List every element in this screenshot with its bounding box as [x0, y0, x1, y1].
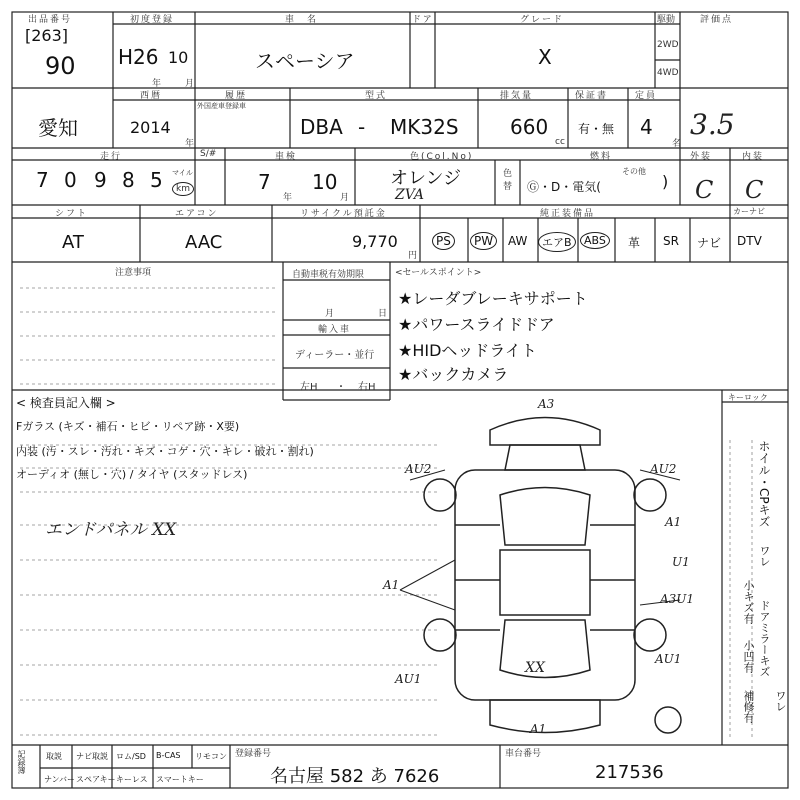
sales-points-label: <セールスポイント>: [395, 268, 482, 278]
damage-mark: AU1: [395, 672, 422, 686]
car-name-label: 車 名: [285, 15, 319, 25]
accessory: B-CAS: [156, 751, 181, 760]
damage-mark: A1: [530, 722, 547, 736]
grade: X: [538, 45, 552, 69]
damage-mark: U1: [672, 555, 690, 569]
inspector-line: 内装 (汚・スレ・汚れ・キズ・コゲ・穴・キレ・破れ・割れ): [16, 445, 314, 458]
handle-right: 右H: [358, 382, 376, 393]
equip-airbag: エアB: [538, 232, 576, 252]
chassis-label: 車台番号: [505, 749, 542, 759]
model-label: 型式: [365, 91, 388, 101]
capacity-unit: 名: [672, 139, 684, 149]
sales-point: ★レーダブレーキサポート: [398, 289, 588, 308]
car-diagram: [400, 418, 681, 734]
displacement-unit: cc: [555, 137, 565, 147]
mileage-digit: 5: [150, 168, 163, 192]
luxury-tax-label: 自動車税有効期限: [292, 270, 365, 280]
damage-mark: AU1: [655, 652, 682, 666]
inspector-note: エンドパネル XX: [45, 520, 177, 540]
aircon-label: エアコン: [175, 209, 219, 219]
exterior-label: 外装: [690, 152, 713, 162]
model-code: MK32S: [390, 115, 459, 139]
keylock-label: キーロック: [728, 393, 768, 402]
capacity-label: 定員: [635, 91, 658, 101]
fuel-other: その他: [622, 167, 646, 176]
inspector-line: オーディオ (無し・穴) / タイヤ (スタッドレス): [16, 468, 248, 481]
warranty-label: 保証書: [575, 91, 609, 101]
month-unit: 月: [185, 79, 197, 89]
first-reg-year: H26: [118, 45, 159, 69]
rating-value: 3.5: [690, 108, 735, 141]
accessory: スペアキー: [76, 775, 116, 784]
equip-sr: SR: [663, 234, 679, 248]
drive-2wd: 2WD: [657, 40, 679, 50]
right-note: ホイル・CPキズ: [757, 440, 771, 528]
sales-point: ★バックカメラ: [398, 365, 509, 384]
damage-mark: AU2: [650, 462, 677, 476]
inspector-label: < 検査員記入欄 >: [16, 396, 116, 410]
damage-mark: A1: [665, 515, 682, 529]
rating-label: 評価点: [700, 15, 734, 25]
accessory: リモコン: [195, 752, 227, 761]
capacity-value: 4: [640, 115, 653, 139]
damage-mark: A1: [383, 578, 400, 592]
history-sub-label: 外国産車登録車: [197, 102, 246, 110]
displacement-label: 排気量: [500, 91, 534, 101]
reg-number: 名古屋 582 あ 7626: [270, 766, 440, 787]
import-label: 輸入車: [318, 325, 352, 335]
grade-label: グレード: [520, 15, 565, 25]
model-dash: -: [358, 115, 366, 139]
equip-abs: ABS: [580, 232, 610, 249]
damage-mark: XX: [525, 660, 545, 676]
damage-mark: A3U1: [660, 592, 695, 606]
right-note: ドアミラーキズ: [758, 600, 771, 677]
reg-no-label: 登録番号: [235, 749, 272, 759]
drive-4wd: 4WD: [657, 68, 679, 78]
fuel-options: Ⓖ・D・電気(: [527, 180, 601, 194]
recycle-label: リサイクル預託金: [300, 209, 387, 219]
shift-label: シフト: [55, 209, 89, 219]
accessory: ロム/SD: [116, 752, 146, 761]
mileage-sub-label: S/#: [200, 149, 217, 159]
inspector-line: Fガラス (キズ・補石・ヒビ・リペア跡・X要): [16, 420, 240, 433]
color-name: オレンジ: [390, 168, 462, 189]
handle-left: 左H: [300, 382, 318, 393]
car-name: スペーシア: [255, 49, 355, 73]
right-note: ワレ: [774, 690, 787, 712]
door-label: ドア: [412, 15, 434, 25]
right-note: ワレ: [758, 545, 771, 567]
equip-ps: PS: [432, 232, 455, 250]
luxury-tax-month: 月: [325, 309, 337, 319]
record-book-label: 記録簿: [17, 750, 26, 774]
year-value: 2014: [130, 118, 171, 137]
displacement-value: 660: [510, 115, 549, 139]
shift-value: AT: [62, 232, 84, 253]
accessory: ナビ取説: [76, 752, 108, 761]
interior-value: C: [745, 176, 764, 204]
color-code: ZVA: [395, 187, 424, 203]
recycle-value: 9,770: [352, 232, 398, 251]
accessory: スマートキー: [156, 775, 204, 784]
lot-number: 90: [45, 52, 76, 80]
accessory: キーレス: [116, 775, 148, 784]
year-unit: 年: [152, 79, 164, 89]
mileage-digit: 0: [64, 168, 77, 192]
carnavi-label: カーナビ: [733, 207, 765, 216]
sales-point: ★HIDヘッドライト: [398, 341, 537, 360]
accessory: ナンバー: [44, 775, 76, 784]
accessory: 取説: [46, 752, 62, 761]
color-change-label: 色替: [501, 168, 511, 194]
import-options: ディーラー・並行: [295, 350, 375, 361]
equip-navi: ナビ: [697, 236, 722, 250]
color-label: 色(Col.No): [410, 152, 474, 162]
warranty-value: 有・無: [578, 122, 615, 136]
right-note: 補修有: [742, 690, 755, 723]
mileage-unit-km: km: [172, 182, 194, 196]
mileage-digit: 9: [94, 168, 107, 192]
damage-mark: A3: [538, 397, 555, 411]
attention-label: 注意事項: [115, 268, 152, 278]
history-label: 履歴: [225, 91, 248, 101]
lot-sub: [263]: [25, 26, 69, 45]
year-label: 西暦: [140, 91, 163, 101]
recycle-unit: 円: [408, 251, 418, 261]
mileage-digit: 8: [122, 168, 135, 192]
equipment-label: 純正装備品: [540, 209, 596, 219]
region: 愛知: [38, 116, 78, 140]
mileage-label: 走行: [100, 152, 123, 162]
equip-leather: 革: [628, 236, 641, 250]
mileage-unit-mile: マイル: [172, 169, 193, 177]
inspection-label: 車検: [275, 152, 298, 162]
first-reg-label: 初度登録: [130, 15, 175, 25]
chassis-number: 217536: [595, 762, 664, 783]
first-reg-month: 10: [168, 48, 189, 67]
year-value-unit: 年: [185, 139, 197, 149]
drive-label: 駆動: [657, 15, 676, 25]
inspection-month-unit: 月: [340, 193, 352, 203]
fuel-label: 燃料: [590, 152, 613, 162]
right-note: 小凹有: [742, 640, 755, 673]
luxury-tax-day: 日: [378, 309, 390, 319]
handle-dot: ・: [336, 382, 346, 393]
interior-label: 内装: [742, 152, 765, 162]
right-note: 小キズ有: [742, 580, 755, 624]
lot-no-label: 出品番号: [28, 15, 73, 25]
mileage-digit: 7: [36, 168, 49, 192]
inspection-month: 10: [312, 170, 338, 194]
inspection-year: 7: [258, 170, 271, 194]
exterior-value: C: [695, 176, 714, 204]
aircon-value: AAC: [185, 232, 223, 253]
damage-mark: AU2: [405, 462, 432, 476]
sales-point: ★パワースライドドア: [398, 315, 555, 334]
equip-aw: AW: [508, 234, 528, 248]
equip-pw: PW: [470, 232, 497, 250]
model-prefix: DBA: [300, 115, 343, 139]
fuel-close: ): [662, 172, 669, 191]
equip-dtv: DTV: [737, 234, 762, 248]
inspection-year-unit: 年: [283, 193, 295, 203]
